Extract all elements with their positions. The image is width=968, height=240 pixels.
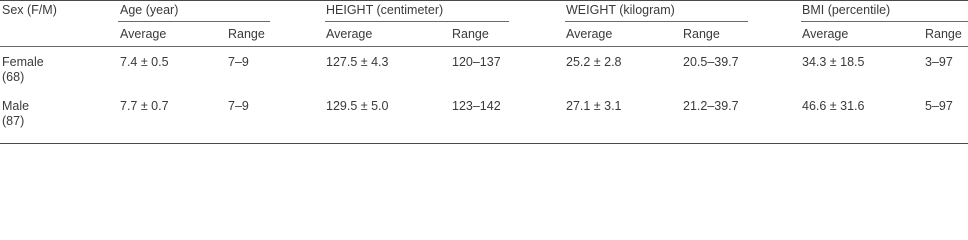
subheader-height-range: Range: [452, 27, 489, 41]
row-male-height-average: 129.5 ± 5.0: [326, 99, 389, 113]
bmi-group-rule: [801, 21, 968, 22]
row-female-age-range: 7–9: [228, 55, 249, 69]
row-male-bmi-average: 46.6 ± 31.6: [802, 99, 865, 113]
row-male-weight-range: 21.2–39.7: [683, 99, 739, 113]
subheader-weight-range: Range: [683, 27, 720, 41]
row-female-sex-label: Female: [2, 55, 44, 69]
row-male-sex-count: (87): [2, 114, 25, 128]
height-group-rule: [325, 21, 509, 22]
row-female-weight-range: 20.5–39.7: [683, 55, 739, 69]
header-bottom-rule: [0, 46, 968, 47]
header-height: HEIGHT (centimeter): [326, 3, 444, 17]
row-male-age-range: 7–9: [228, 99, 249, 113]
subheader-age-range: Range: [228, 27, 265, 41]
row-female-height-range: 120–137: [452, 55, 501, 69]
subheader-bmi-range: Range: [925, 27, 962, 41]
table-top-rule: [0, 0, 968, 1]
row-male-age-average: 7.7 ± 0.7: [120, 99, 169, 113]
header-weight: WEIGHT (kilogram): [566, 3, 675, 17]
header-sex: Sex (F/M): [2, 3, 57, 17]
weight-group-rule: [565, 21, 748, 22]
header-bmi: BMI (percentile): [802, 3, 891, 17]
subheader-age-average: Average: [120, 27, 167, 41]
row-female-sex-count: (68): [2, 70, 25, 84]
row-female-bmi-average: 34.3 ± 18.5: [802, 55, 865, 69]
row-male-height-range: 123–142: [452, 99, 501, 113]
subheader-bmi-average: Average: [802, 27, 849, 41]
row-male-weight-average: 27.1 ± 3.1: [566, 99, 622, 113]
row-male-bmi-range: 5–97: [925, 99, 953, 113]
row-female-weight-average: 25.2 ± 2.8: [566, 55, 622, 69]
row-male-sex-label: Male: [2, 99, 30, 113]
header-age: Age (year): [120, 3, 179, 17]
row-female-height-average: 127.5 ± 4.3: [326, 55, 389, 69]
table-bottom-rule: [0, 143, 968, 144]
row-female-age-average: 7.4 ± 0.5: [120, 55, 169, 69]
subheader-weight-average: Average: [566, 27, 613, 41]
subheader-height-average: Average: [326, 27, 373, 41]
row-female-bmi-range: 3–97: [925, 55, 953, 69]
age-group-rule: [118, 21, 270, 22]
